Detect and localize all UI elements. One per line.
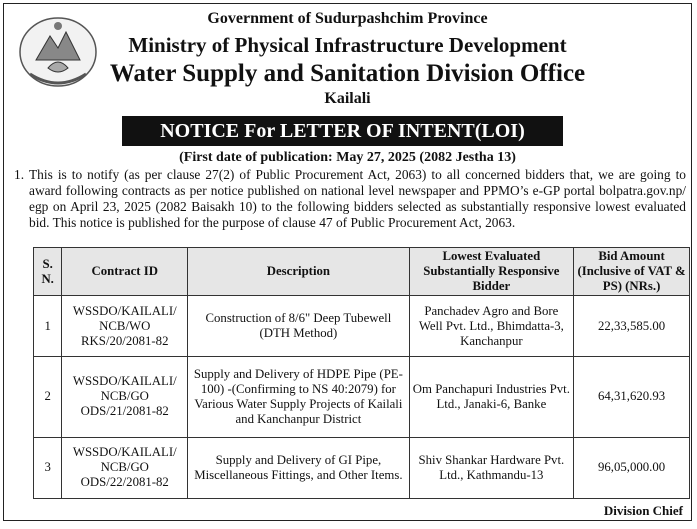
row-bidder: Om Panchapuri Industries Pvt. Ltd., Janaki-6, Banke [409,357,574,437]
table-row [34,296,690,357]
first-publication-date: (First date of publication: May 27, 2025 (2082 Jestha 13) [179,150,516,165]
row-contract-id: WSSDO/KAILALI/ NCB/GO ODS/21/2081-82 [62,357,188,437]
header-bidder: Lowest Evaluated Substantially Responsive Bidder [409,248,574,296]
row-description: Supply and Delivery of HDPE Pipe (PE-100) -(Confirming to NS 40:2079) for Various Water Supply Projects of Kailali and Kanchanpur District [188,357,409,437]
notice-paragraph [14,167,686,231]
row-contract-id: WSSDO/KAILALI/ NCB/WO RKS/20/2081-82 [62,296,188,357]
header-description: Description [188,248,409,296]
row-amount: 96,05,000.00 [574,437,690,498]
row-sn: 2 [34,357,62,437]
office-heading: Water Supply and Sanitation Division Office [109,60,586,87]
contracts-table [33,247,690,499]
header-sn: S. N. [34,248,62,296]
row-description: Construction of 8/6" Deep Tubewell (DTH Method) [188,296,409,357]
row-sn: 3 [34,437,62,498]
row-contract-id: WSSDO/KAILALI/ NCB/GO ODS/22/2081-82 [62,437,188,498]
row-amount: 64,31,620.93 [574,357,690,437]
notice-title-banner: NOTICE For LETTER OF INTENT(LOI) [122,116,563,146]
row-sn: 1 [34,296,62,357]
row-bidder: Shiv Shankar Hardware Pvt. Ltd., Kathmandu-13 [409,437,574,498]
government-heading: Government of Sudurpashchim Province [207,10,488,27]
paragraph-number: 1. [14,167,25,182]
row-amount: 22,33,585.00 [574,296,690,357]
header-contract-id: Contract ID [62,248,188,296]
signature-title: Division Chief [603,503,683,518]
table-row [34,357,690,437]
row-description: Supply and Delivery of GI Pipe, Miscellaneous Fittings, and Other Items. [188,437,409,498]
notice-page [3,3,692,521]
ministry-heading: Ministry of Physical Infrastructure Development [128,33,567,57]
table-row [34,437,690,498]
row-bidder: Panchadev Agro and Bore Well Pvt. Ltd., Bhimdatta-3, Kanchanpur [409,296,574,357]
paragraph-text: This is to notify (as per clause 27(2) of Public Procurement Act, 2063) to all concerned bidders that, we are going to award following contracts as per notice published on national level newspaper and PPMO’s e-GP portal bolpatra.gov.np/ egp on April 23, 2025 (2082 Baisakh 10) to the following bidders selected as substantially responsive lowest evaluated bid. This notice is published for the purpose of clause 47 of Public Procurement Act, 2063. [29,167,686,230]
header-amount: Bid Amount (Inclusive of VAT & PS) (NRs.) [574,248,690,296]
table-header-row [34,248,690,296]
district-heading: Kailali [324,90,371,107]
